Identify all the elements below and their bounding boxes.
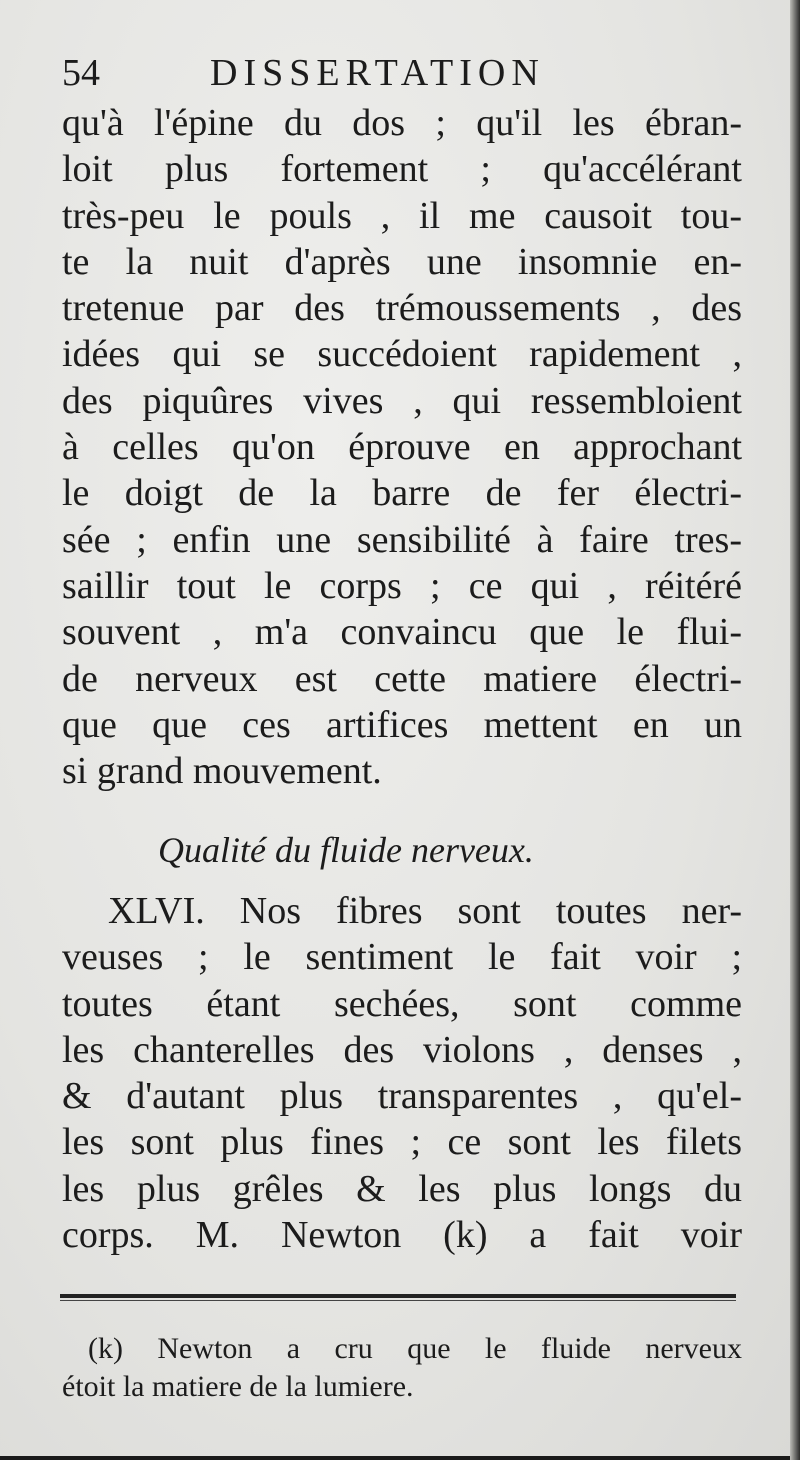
text-line: très-peu le pouls , il me causoit tou- <box>62 194 742 237</box>
page-header <box>62 48 742 98</box>
footnote-rule <box>60 1294 736 1298</box>
text-line: loit plus fortement ; qu'accélérant <box>62 148 742 191</box>
footnote-line: étoit la matiere de la lumiere. <box>62 1370 414 1403</box>
text-line: si grand mouvement. <box>62 750 382 793</box>
section-heading: Qualité du fluide nerveux. <box>158 830 534 870</box>
text-line: toutes étant sechées, sont comme <box>62 982 742 1025</box>
text-line: le doigt de la barre de fer électri- <box>62 472 742 515</box>
paragraph-xlvi <box>62 888 742 1258</box>
text-line: les sont plus fines ; ce sont les filets <box>62 1121 742 1164</box>
text-line: les chanterelles des violons , denses , <box>62 1028 742 1071</box>
text-line: souvent , m'a convaincu que le flui- <box>62 611 742 654</box>
text-line: veuses ; le sentiment le fait voir ; <box>62 936 742 979</box>
text-line: & d'autant plus transparentes , qu'el- <box>62 1075 742 1118</box>
text-line: les plus grêles & les plus longs du <box>62 1167 742 1210</box>
text-line: corps. M. Newton (k) a fait voir <box>62 1214 742 1257</box>
page-number: 54 <box>62 52 100 94</box>
footnote-line: (k) Newton a cru que le fluide nerveux <box>88 1332 742 1365</box>
footnote <box>62 1330 742 1406</box>
text-line: de nerveux est cette matiere électri- <box>62 657 742 700</box>
text-line: que que ces artifices mettent en un <box>62 703 742 746</box>
text-line: te la nuit d'après une insomnie en- <box>62 240 742 283</box>
running-title: DISSERTATION <box>210 52 545 94</box>
text-line: idées qui se succédoient rapidement , <box>62 333 742 376</box>
footnote-rule-thin <box>60 1300 736 1301</box>
text-line: XLVI. Nos fibres sont toutes ner- <box>108 890 742 932</box>
text-line: qu'à l'épine du dos ; qu'il les ébran- <box>62 102 742 144</box>
text-line: sée ; enfin une sensibilité à faire tres- <box>62 518 742 561</box>
text-line: des piquûres vives , qui ressembloient <box>62 379 742 422</box>
text-line: tretenue par des trémoussements , des <box>62 287 742 330</box>
text-line: à celles qu'on éprouve en approchant <box>62 426 742 469</box>
page-edge-shadow <box>790 0 800 1460</box>
paragraph-continued <box>62 100 742 794</box>
text-line: saillir tout le corps ; ce qui , réitéré <box>62 564 742 607</box>
